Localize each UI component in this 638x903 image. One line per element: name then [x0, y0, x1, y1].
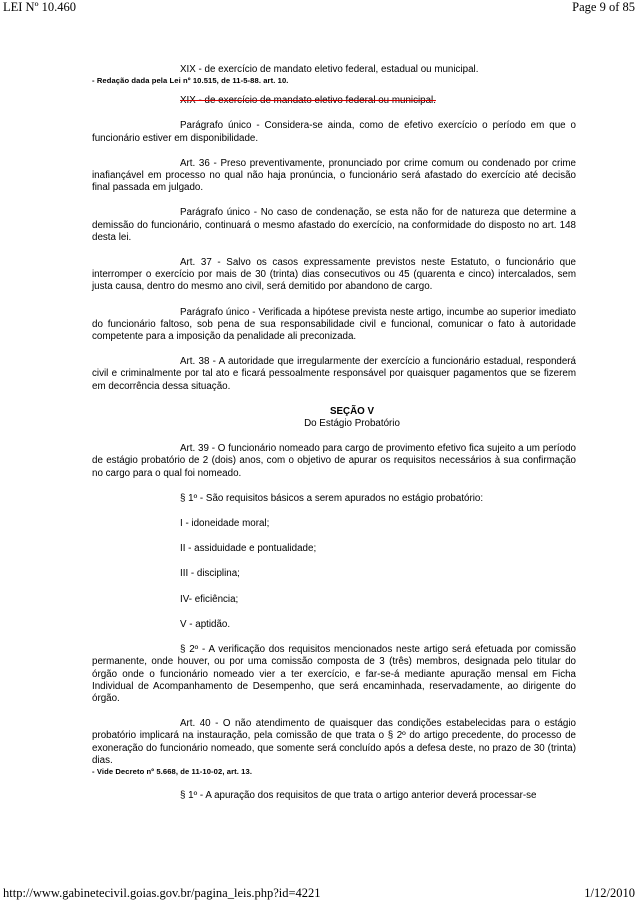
article-40-paragraph-1: § 1º - A apuração dos requisitos de que trata o artigo anterior deverá processar-se — [180, 789, 537, 801]
list-item-iii: III - disciplina; — [180, 568, 240, 580]
article-37: Art. 37 - Salvo os casos expressamente previstos neste Estatuto, o funcionário que interromper o exercício por mais de 30 (trinta) dias consecutivos ou 45 (quarenta e cinco) intercalados, sem justa causa, dentro do mesmo ano civil, será demitido por abandono de cargo. — [92, 257, 576, 293]
section-subtitle: Do Estágio Probatório — [304, 418, 400, 430]
article-39: Art. 39 - O funcionário nomeado para cargo de provimento efetivo fica sujeito a um período de estágio probatório de 2 (dois) anos, com o objetivo de apurar os requisitos necessários à sua confirmação no cargo para o qual foi nomeado. — [92, 443, 576, 479]
paragraph-unico-2: Parágrafo único - No caso de condenação, se esta não for de natureza que determine a demissão do funcionário, continuará o mesmo afastado do exercício, na conformidade do disposto no art. 148 desta lei. — [92, 207, 576, 243]
list-item-v: V - aptidão. — [180, 618, 231, 630]
article-40: Art. 40 - O não atendimento de quaisquer das condições estabelecidas para o estágio probatório implicará na instauração, pela comissão de que trata o § 2º do artigo precedente, do processo de exoneração do funcionário nomeado, que somente será concluído após a defesa deste, no prazo de 30 (trinta) dias. — [92, 718, 576, 766]
print-date: 1/12/2010 — [584, 886, 635, 900]
document-body — [92, 64, 576, 802]
paragraph-1: § 1º - São requisitos básicos a serem apurados no estágio probatório: — [180, 492, 484, 504]
paragraph-2: § 2º - A verificação dos requisitos mencionados neste artigo será efetuada por comissão permanente, onde houver, ou por uma comissão composta de 3 (três) membros, designada pelo titular do órgão onde o funcionário nomeado vier a ter exercício, e far-se-á mediante apuração mensal em Ficha Individual de Acompanhamento de Desempenho, que será encaminhada, reservadamente, ao dirigente do órgão. — [92, 644, 576, 704]
amendment-note: - Redação dada pela Lei nº 10.515, de 11-5-88. art. 10. — [92, 76, 289, 86]
page-indicator: Page 9 of 85 — [572, 0, 635, 14]
list-item-iv: IV- eficiência; — [180, 593, 239, 605]
item-xix: XIX - de exercício de mandato eletivo federal, estadual ou municipal. — [180, 64, 479, 75]
paragraph-unico-3: Parágrafo único - Verificada a hipótese prevista neste artigo, incumbe ao superior imediato do funcionário faltoso, sob pena de sua responsabilidade civil e funcional, comunicar o fato à autoridade competente para a imposição da penalidade ali preconizada. — [92, 306, 576, 343]
document-title: LEI Nº 10.460 — [3, 0, 76, 14]
revoked-item-xix: XIX - de exercício de mandato eletivo federal ou municipal. — [180, 95, 436, 107]
article-38: Art. 38 - A autoridade que irregularmente der exercício a funcionário estadual, responderá civil e criminalmente por tal ato e ficará pessoalmente responsável por quaisquer pagamentos que se fizerem em decorrência dessa situação. — [92, 356, 576, 392]
article-36: Art. 36 - Preso preventivamente, pronunciado por crime comum ou condenado por crime inafiançável em processo no qual não haja pronúncia, o funcionário será afastado do exercício até decisão final passada em julgado. — [92, 157, 576, 194]
section-title: SEÇÃO V — [329, 405, 375, 417]
source-url[interactable]: http://www.gabinetecivil.goias.gov.br/pagina_leis.php?id=4221 — [3, 886, 321, 900]
list-item-ii: II - assiduidade e pontualidade; — [180, 543, 317, 555]
list-item-i: I - idoneidade moral; — [180, 518, 270, 530]
decree-reference: - Vide Decreto nº 5.668, de 11-10-02, art. 13. — [92, 766, 253, 776]
paragraph-unico-1: Parágrafo único - Considera-se ainda, como de efetivo exercício o período em que o funcionário estiver em disponibilidade. — [92, 120, 576, 144]
